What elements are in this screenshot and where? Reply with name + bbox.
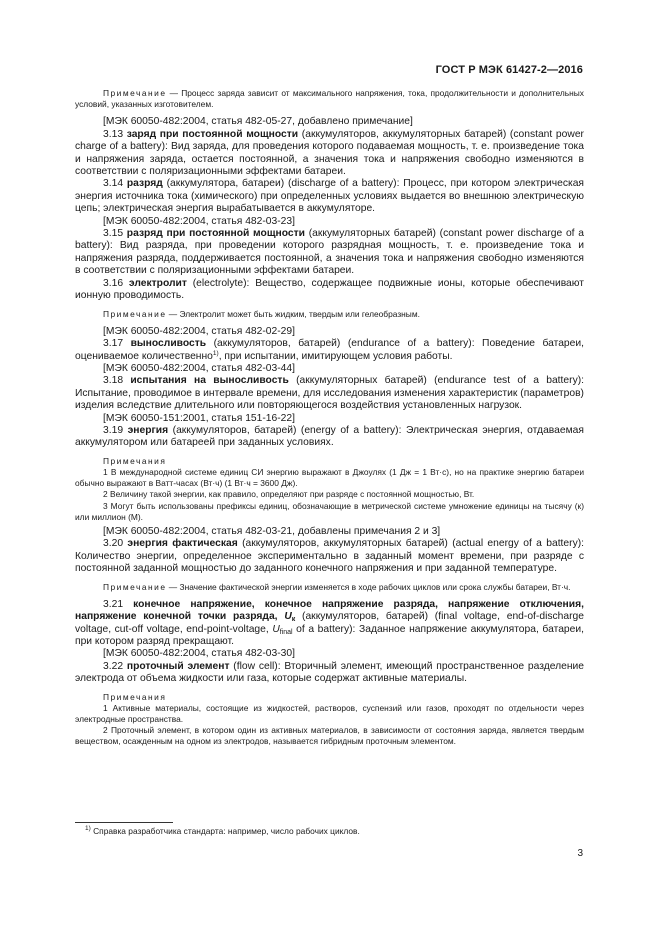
note-electrolyte: Примечание — Электролит может быть жидким, твердым или гелеобразным. <box>103 308 420 319</box>
footnote-marker: 1) <box>212 349 219 357</box>
footnote-marker: 1) <box>85 825 91 832</box>
term-title: выносливость <box>130 338 207 350</box>
term-3-20: 3.20 энергия фактическая (аккумуляторов, аккумуляторных батарей) (actual energy of a battery): Количество энергии, определенное экспериментально в заданный момент времени, при разряде с постоянной заданной мощностью до заданного конечного напряжения и при заданной температуре. <box>75 538 585 575</box>
reference-482-03-30: [МЭК 60050-482:2004, статья 482-03-30] <box>103 648 296 660</box>
term-title: проточный элемент <box>126 660 230 672</box>
term-title: конечное напряжение, конечное напряжение разряда, напряжение отключения, напряжение конечной точки разряда, $U_к$ <box>75 598 584 624</box>
term-3-19: 3.19 энергия (аккумуляторов, батарей) (energy of a battery): Электрическая энергия, отдаваемая аккумулятором или батареей при заданных условиях. <box>75 424 584 449</box>
term-title: заряд при постоянной мощности <box>126 128 299 140</box>
reference-482-03-23: [МЭК 60050-482:2004, статья 482-03-23] <box>103 215 296 227</box>
note-label: Примечание <box>103 308 167 319</box>
page-number: 3 <box>577 848 583 859</box>
term-3-14: 3.14 разряд (аккумулятора, батареи) (discharge of a battery): Процесс, при котором электрическая энергия источника тока (химического) при определенных условиях выдается во внешнюю электрическую цепь; электрическая энергия вырабатывается в аккумуляторе. <box>75 178 584 215</box>
term-3-16: 3.16 электролит (electrolyte): Вещество, содержащее подвижные ионы, которые обеспечивают ионную проводимость. <box>75 277 584 302</box>
term-title: энергия <box>127 424 169 436</box>
term-title: энергия фактическая <box>127 538 238 550</box>
note-actual-energy: Примечание — Значение фактической энергии изменяется в ходе рабочих циклов или срока службы батареи, Вт·ч. <box>103 581 571 592</box>
footnote-divider <box>75 822 173 823</box>
reference-482-03-21: [МЭК 60050-482:2004, статья 482-03-21, добавлены примечания 2 и 3] <box>103 525 441 537</box>
document-body <box>75 88 584 748</box>
term-3-17: 3.17 выносливость (аккумуляторов, батарей) (endurance of a battery): Поведение батареи, оцениваемое количественно$^{1)}$, при испытании, имитирующем условия работы. <box>75 338 584 362</box>
term-3-18: 3.18 испытания на выносливость (аккумуляторных батарей) (endurance test of a battery): Испытание, проводимое в интервале времени, для исследования изменения характеристик (параметров) изделия вследствие длительного или повторяющегося воздействия установленных нагрузок. <box>75 375 585 412</box>
notes-heading: Примечания <box>103 691 167 702</box>
note-charge: Примечание — Процесс заряда зависит от максимального напряжения, тока, продолжительности и дополнительных условий, указанных изготовителем. <box>75 88 584 110</box>
note-item: 2 Величину такой энергии, как правило, определяют при разряде с постоянной мощностью, Вт. <box>103 489 475 500</box>
reference-482-02-29: [МЭК 60050-482:2004, статья 482-02-29] <box>103 325 296 337</box>
note-item: 1 Активные материалы, состоящие из жидкостей, растворов, суспензий или газов, проходят по отдельности через электродные пространства. <box>75 702 584 725</box>
note-item: 3 Могут быть использованы префиксы единиц, обозначающие в метрической системе умножение единицы на тысячу (к) или миллион (М). <box>75 500 584 522</box>
footnote: $^{1)}$ Справка разработчика стандарта: например, число рабочих циклов. <box>85 825 360 836</box>
note-item: 1 В международной системе единиц СИ энергию выражают в Джоулях (1 Дж = 1 Вт·с), но на практике энергию батареи обычно выражают в Ватт-часах (Вт·ч) (1 Вт·ч = 3600 Дж). <box>75 466 584 489</box>
term-title: испытания на выносливость <box>130 375 289 387</box>
reference-151-16-22: [МЭК 60050-151:2001, статья 151-16-22] <box>103 412 296 424</box>
note-label: Примечание <box>103 581 167 592</box>
term-3-15: 3.15 разряд при постоянной мощности (аккумуляторных батарей) (constant power discharge of a battery): Вид разряда, при проведении которого разрядная мощность, т. е. произведение тока и напряжения разряда, поддерживается постоянной, а значения тока и напряжения свободно изменяются в соответствии с поляризационными эффектами батареи. <box>75 228 584 277</box>
term-3-13: 3.13 заряд при постоянной мощности (аккумуляторов, аккумуляторных батарей) (constant power charge of a battery): Вид заряда, для проведения которого подаваемая мощность, т. е. произведение тока и напряжения заряда, остается постоянной, а значения тока и напряжения свободно изменяются в соответствии с поляризационными эффектами батареи. <box>75 128 584 178</box>
term-3-21: 3.21 конечное напряжение, конечное напряжение разряда, напряжение отключения, напряжение конечной точки разряда, $U_к$ (аккумуляторов, батарей) (final voltage, end-of-discharge voltage, cut-off voltage, end-point-voltage, $U_{final}$ of a battery): Заданное напряжение аккумулятора, батареи, при котором разряд прекращают. <box>75 598 584 648</box>
notes-heading: Примечания <box>103 455 167 466</box>
note-item: 2 Проточный элемент, в котором один из активных материалов, в зависимости от состояния заряда, является твердым веществом, осажденным на одном из электродов, называется гибридным проточным элементом. <box>75 725 584 747</box>
note-label: Примечание <box>103 88 167 98</box>
term-title: разряд <box>126 178 163 190</box>
reference-482-03-44: [МЭК 60050-482:2004, статья 482-03-44] <box>103 362 296 374</box>
term-title: разряд при постоянной мощности <box>126 228 305 240</box>
term-3-22: 3.22 проточный элемент (flow cell): Вторичный элемент, имеющий пространственное разделение электрода от объема жидкости или газа, которые содержат активные материалы. <box>75 660 584 685</box>
standard-header: ГОСТ Р МЭК 61427-2—2016 <box>435 64 583 76</box>
reference-482-05-27: [МЭК 60050-482:2004, статья 482-05-27, добавлено примечание] <box>103 116 413 128</box>
term-title: электролит <box>128 277 187 289</box>
